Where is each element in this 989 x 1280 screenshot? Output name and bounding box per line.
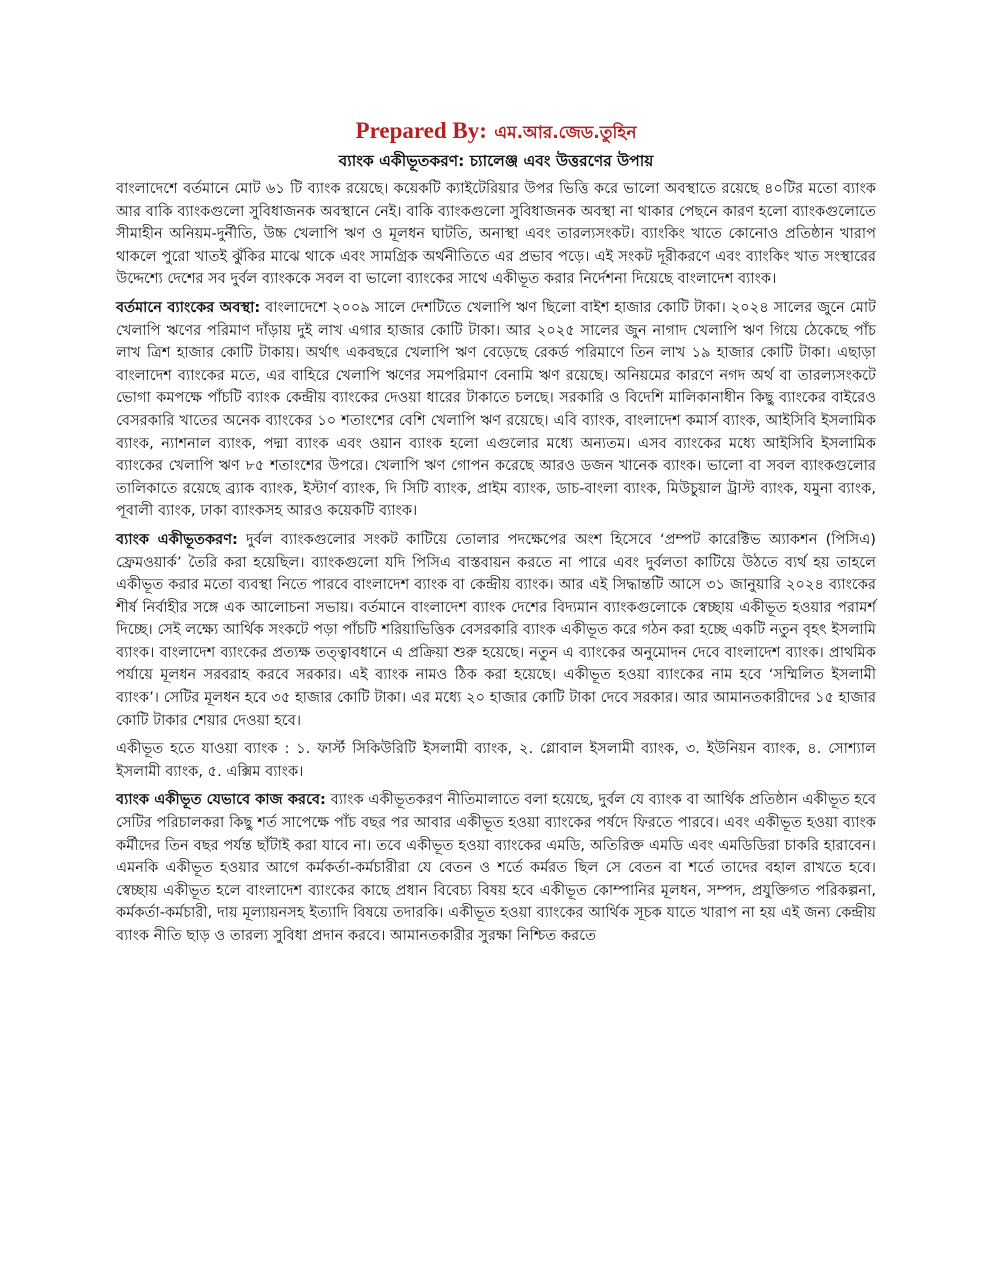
prepared-by-label: Prepared By: (355, 118, 487, 143)
paragraph-bank-list (116, 738, 876, 783)
paragraph-how-it-works (116, 789, 876, 947)
section-heading: বর্তমানে ব্যাংকের অবস্থা: (116, 298, 261, 316)
paragraph-text: বাংলাদেশে বর্তমানে মোট ৬১ টি ব্যাংক রয়েছে। কয়েকটি ক্যাইটেরিয়ার উপর ভিত্তি করে ভালো অবস্থাতে রয়েছে ৪০টির মতো ব্যাংক আর বাকি ব্যাংকগুলো সুবিধাজনক অবস্থানে নেই। বাকি ব্যাংকগুলো সুবিধাজনক অবস্থা না থাকার পেছনে কারণ হলো ব্যাংকগুলোতে সীমাহীন অনিয়ম-দুর্নীতি, উচ্চ খেলাপি ঋণ ও মূলধন ঘাটতি, অনাস্থা এবং তারল্যসংকট। ব্যাংকিং খাতে কোনোও প্রতিষ্ঠান খারাপ থাকলে পুরো খাতই ঝুঁকির মাঝে থাকে এবং সামগ্রিক অর্থনীতিতে এর প্রভাব পড়ে। এই সংকট দূরীকরণে এবং ব্যাংকিং খাত সংস্থারের উদ্দেশ্যে দেশের সব দুর্বল ব্যাংককে সবল বা ভালো ব্যাংকের সাথে একীভূত করার নির্দেশনা দিয়েছে বাংলাদেশ ব্যাংক। (116, 180, 876, 288)
section-heading: ব্যাংক একীভূত যেভাবে কাজ করবে: (116, 791, 326, 809)
prepared-by-line (116, 116, 876, 148)
paragraph-text: বাংলাদেশে ২০০৯ সালে দেশটিতে খেলাপি ঋণ ছিলো বাইশ হাজার কোটি টাকা। ২০২৪ সালের জুনে মোট খেলাপি ঋণের পরিমাণ দাঁড়ায় দুই লাখ এগার হাজার কোটি টাকা। আর ২০২৫ সালের জুন নাগাদ খেলাপি ঋণ গিয়ে ঠেকেছে পাঁচ লাখ ত্রিশ হাজার কোটি টাকায়। অর্থাৎ একবছরে খেলাপি ঋণ বেড়েছে রেকর্ড পরিমাণে তিন লাখ ১৯ হাজার কোটি টাকা। এছাড়া বাংলাদেশ ব্যাংকের মতে, এর বাহিরে খেলাপি ঋণের সমপরিমাণ বেনামি ঋণ রয়েছে। অনিয়মের কারণে নগদ অর্থ বা তারল্যসংকটে ভোগা কমপক্ষে পাঁচটি ব্যাংক কেন্দ্রীয় ব্যাংকের দেওয়া ধারের টাকাতে চলছে। সরকারি ও বিদেশি মালিকানাধীন কিছু ব্যাংকের বাইরেও বেসরকারি খাতের অনেক ব্যাংকের ১০ শতাংশের বেশি খেলাপি ঋণ রয়েছে। এবি ব্যাংক, বাংলাদেশ কমার্স ব্যাংক, আইসিবি ইসলামিক ব্যাংক, ন্যাশনাল ব্যাংক, পদ্মা ব্যাংক এবং ওয়ান ব্যাংক হলো এগুলোর মধ্যে অন্যতম। এসব ব্যাংকের মধ্যে আইসিবি ইসলামিক ব্যাংকের খেলাপি ঋণ ৮৫ শতাংশের উপরে। খেলাপি ঋণ গোপন করেছে আরও ডজন খানেক ব্যাংক। ভালো বা সবল ব্যাংকগুলোর তালিকাতে রয়েছে ব্র্যাক ব্যাংক, ইস্টার্ণ ব্যাংক, দি সিটি ব্যাংক, প্রাইম ব্যাংক, ডাচ-বাংলা ব্যাংক, মিউচুয়াল ট্রাস্ট ব্যাংক, যমুনা ব্যাংক, পূবালী ব্যাংক, ঢাকা ব্যাংকসহ আরও কয়েকটি ব্যাংক। (116, 298, 876, 520)
paragraph-merger (116, 529, 876, 732)
author-name: এম.আর.জেড.তুহিন (494, 123, 637, 143)
paragraph-text: দুর্বল ব্যাংকগুলোর সংকট কাটিয়ে তোলার পদক্ষেপের অংশ হিসেবে ‘প্রম্পট কারেক্টিভ অ্যাকশন (পিসিএ) ফ্রেমওয়ার্ক’ তৈরি করা হয়েছিল। ব্যাংকগুলো যদি পিসিএ বাস্তবায়ন করতে না পারে এবং দুর্বলতা কাটিয়ে উঠতে ব্যর্থ হয় তাহলে একীভূত করার মতো ব্যবস্থা নিতে পারবে বাংলাদেশ ব্যাংক বা কেন্দ্রীয় ব্যাংক। আর এই সিদ্ধান্তটি আসে ৩১ জানুয়ারি ২০২৪ ব্যাংকের শীর্ষ নির্বাহীর সঙ্গে এক আলোচনা সভায়। বর্তমানে বাংলাদেশ ব্যাংক দেশের বিদ্যমান ব্যাংকগুলোকে স্বেচ্ছায় একীভূত হওয়ার পরামর্শ দিচ্ছে। সেই লক্ষ্যে আর্থিক সংকটে পড়া পাঁচটি শরিয়াভিত্তিক বেসরকারি ব্যাংক একীভূত করে গঠন করা হচ্ছে একটি নতুন বৃহৎ ইসলামি ব্যাংক। বাংলাদেশ ব্যাংকের প্রত্যক্ষ তত্ত্বাবধানে এ প্রক্রিয়া শুরু হয়েছে। নতুন এ ব্যাংকের অনুমোদন দেবে বাংলাদেশ ব্যাংক। প্রাথমিক পর্যায়ে মূলধন সরবরাহ করবে সরকার। এই ব্যাংক নামও ঠিক করা হয়েছে। একীভূত হওয়া ব্যাংকের নাম হবে ‘সম্মিলিত ইসলামী ব্যাংক’। সেটির মূলধন হবে ৩৫ হাজার কোটি টাকা। এর মধ্যে ২০ হাজার কোটি টাকা দেবে সরকার। আর আমানতকারীদের ১৫ হাজার কোটি টাকার শেয়ার দেওয়া হবে। (116, 530, 876, 729)
paragraph-text: ব্যাংক একীভূতকরণ নীতিমালাতে বলা হয়েছে, দুর্বল যে ব্যাংক বা আর্থিক প্রতিষ্ঠান একীভূত হবে সেটির পরিচালকরা কিছু শর্ত সাপেক্ষে পাঁচ বছর পর আবার একীভূত হওয়া ব্যাংকের পর্ষদে ফিরতে পারবে। এবং একীভূত হওয়া ব্যাংক কর্মীদের তিন বছর পর্যন্ত ছাঁটাই করা যাবে না। তবে একীভূত হওয়া ব্যাংকের এমডি, অতিরিক্ত এমডি এবং এমডিডিরা চাকরি হারাবেন। এমনকি একীভূত হওয়ার আগে কর্মকর্তা-কর্মচারীরা যে বেতন ও শর্তে কর্মরত ছিল সে বেতন বা শর্তে তাদের বহাল রাখতে হবে। স্বেচ্ছায় একীভূত হলে বাংলাদেশ ব্যাংকের কাছে প্রধান বিবেচ্য বিষয় হবে একীভূত কোম্পানির মূলধন, সম্পদ, প্রযুক্তিগত পরিকল্পনা, কর্মকর্তা-কর্মচারী, দায় মূল্যায়নসহ ইত্যাদি বিষয়ে তদারকি। একীভূত হওয়া ব্যাংকের আর্থিক সূচক যাতে খারাপ না হয় এই জন্য কেন্দ্রীয় ব্যাংক নীতি ছাড় ও তারল্য সুবিধা প্রদান করবে। আমানতকারীর সুরক্ষা নিশ্চিত করতে (116, 791, 876, 944)
document-title: ব্যাংক একীভূতকরণ: চ্যালেঞ্জ এবং উত্তরণের উপায় (338, 152, 654, 170)
paragraph-intro (116, 178, 876, 291)
document-page (116, 116, 876, 954)
paragraph-text: একীভূত হতে যাওয়া ব্যাংক : ১. ফার্স্ট সিকিউরিটি ইসলামী ব্যাংক, ২. গ্লোবাল ইসলামী ব্যাংক, ৩. ইউনিয়ন ব্যাংক, ৪. সোশ্যাল ইসলামী ব্যাংক, ৫. এক্সিম ব্যাংক। (116, 740, 876, 780)
section-heading: ব্যাংক একীভূতকরণ: (116, 530, 238, 548)
paragraph-current-state (116, 297, 876, 523)
